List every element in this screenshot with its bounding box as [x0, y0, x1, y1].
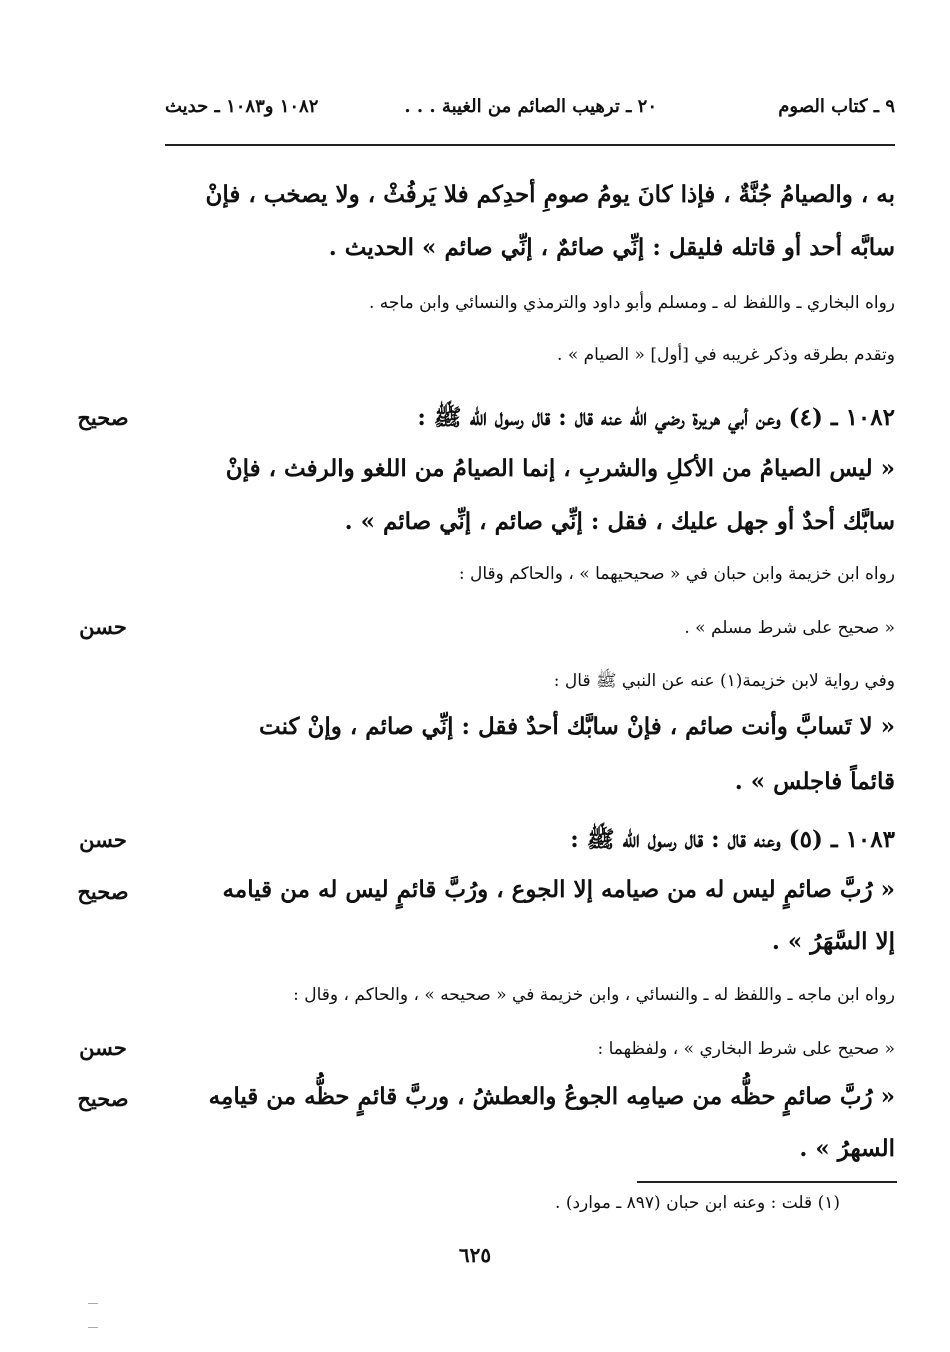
hadith-text-line: إلا السَّهَرُ » . [771, 928, 895, 955]
scan-mark [88, 1327, 98, 1328]
source-line: رواه ابن خزيمة وابن حبان في « صحيحيهما » ، والحاكم وقال : [458, 564, 895, 584]
header-chapter: ٩ ـ كتاب الصوم [778, 96, 895, 117]
source-line: رواه البخاري ـ واللفظ له ـ ومسلم وأبو داود والترمذي والنسائي وابن ماجه . [368, 293, 895, 313]
source-line: وتقدم بطرقه وذكر غريبه في [أول] « الصيام » . [557, 345, 895, 365]
hadith-text-line: سابَّه أحد أو قاتله فليقل : إنِّي صائمٌ ، إنِّي صائم » الحديث . [328, 234, 895, 261]
source-line: « صحيح على شرط البخاري » ، ولفظهما : [597, 1039, 895, 1059]
source-line: وفي رواية لابن خزيمة(١) عنه عن النبي ﷺ قال : [553, 671, 895, 691]
hadith-text-line: « لا تَسابَّ وأنت صائم ، فإنْ سابَّك أحدٌ فقل : إنِّي صائم ، وإنْ كنت [258, 713, 895, 740]
grade-label: صحيح [77, 879, 129, 904]
hadith-text-line: « رُبَّ صائمٍ ليس له من صيامه إلا الجوع ، ورُبَّ قائمٍ ليس له من قيامه [222, 876, 895, 903]
grade-label: حسن [79, 827, 127, 852]
hadith-text-line: « ليس الصيامُ من الأكلِ والشربِ ، إنما الصيامُ من اللغو والرفث ، فإنْ [225, 455, 895, 482]
running-header [165, 96, 895, 126]
header-hadith-range: ١٠٨٢ و١٠٨٣ ـ حديث [165, 96, 319, 117]
page-number: ٦٢٥ [458, 1243, 492, 1267]
hadith-text-line: به ، والصيامُ جُنَّةٌ ، فإذا كانَ يومُ صومِ أحدِكم فلا يَرفُثْ ، ولا يصخب ، فإنْ [205, 181, 895, 208]
grade-label: حسن [79, 1035, 127, 1060]
source-line: رواه ابن ماجه ـ واللفظ له ـ والنسائي ، وابن خزيمة في « صحيحه » ، والحاكم ، وقال : [293, 985, 895, 1005]
hadith-text-line: السهرُ » . [799, 1135, 895, 1162]
hadith-text-line: « رُبَّ صائمٍ حظُّه من صيامِه الجوعُ والعطشُ ، وربَّ قائمٍ حظُّه من قيامِه [208, 1083, 895, 1110]
grade-label: صحيح [77, 405, 129, 430]
hadith-heading-1083: ١٠٨٣ ـ (٥) وعنه قال : قال رسول الله ﷺ : [570, 826, 895, 853]
scan-mark [88, 1303, 98, 1304]
grade-label: صحيح [77, 1086, 129, 1111]
hadith-heading-1082: ١٠٨٢ ـ (٤) وعن أبي هريرة رضي الله عنه قال : قال رسول الله ﷺ : [417, 404, 895, 431]
hadith-text-line: سابَّك أحدٌ أو جهل عليك ، فقل : إنِّي صائم ، إنِّي صائم » . [344, 508, 895, 535]
header-rule [165, 144, 895, 146]
header-section: ٢٠ ـ ترهيب الصائم من الغيبة . . . [404, 96, 657, 117]
footnote: (١) قلت : وعنه ابن حبان (٨٩٧ ـ موارد) . [555, 1193, 840, 1213]
hadith-text-line: قائماً فاجلس » . [734, 768, 895, 795]
grade-label: حسن [79, 614, 127, 639]
source-line: « صحيح على شرط مسلم » . [684, 618, 895, 638]
footnote-rule [637, 1181, 897, 1183]
